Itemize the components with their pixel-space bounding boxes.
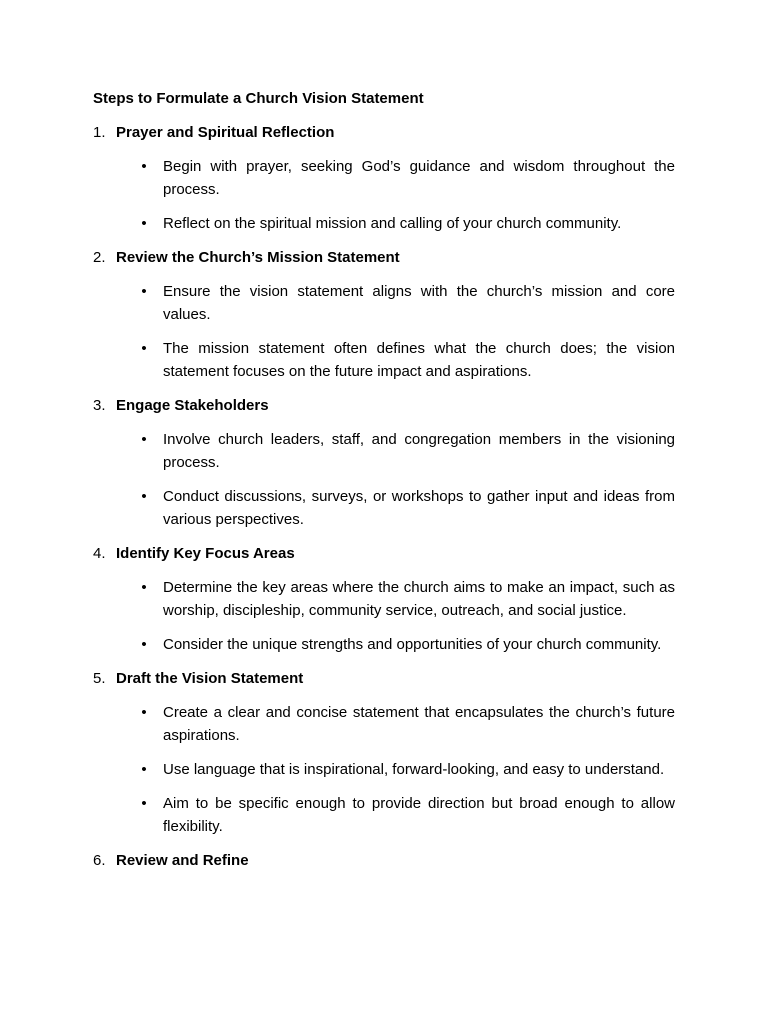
step-number: 2.: [93, 249, 106, 266]
step-number: 3.: [93, 397, 106, 414]
bullet-item: [93, 792, 675, 838]
bullet-text: Aim to be specific enough to provide direction but broad enough to allow flexibility.: [163, 795, 675, 835]
step-heading: [93, 667, 675, 690]
bullet-text: Consider the unique strengths and opportunities of your church community.: [163, 636, 662, 653]
bullet-text: Reflect on the spiritual mission and calling of your church community.: [163, 215, 622, 232]
document-page: [93, 87, 675, 883]
step-heading-text: Review the Church’s Mission Statement: [116, 249, 400, 266]
bullet-point-icon: •: [141, 158, 147, 175]
bullet-item: [93, 155, 675, 201]
bullet-text: Use language that is inspirational, forward-looking, and easy to understand.: [163, 761, 665, 778]
step-heading: [93, 542, 675, 565]
bullet-point-icon: •: [141, 761, 147, 778]
bullet-text: Involve church leaders, staff, and congregation members in the visioning process.: [163, 431, 675, 471]
steps-list: [93, 121, 675, 872]
bullet-item: [93, 485, 675, 531]
bullet-point-icon: •: [141, 795, 147, 812]
bullet-point-icon: •: [141, 636, 147, 653]
step-item: [93, 667, 675, 838]
bullet-item: [93, 428, 675, 474]
bullet-point-icon: •: [141, 283, 147, 300]
bullet-point-icon: •: [141, 579, 147, 596]
bullet-list: [93, 428, 675, 531]
step-heading-text: Identify Key Focus Areas: [116, 545, 295, 562]
bullet-text: Create a clear and concise statement that encapsulates the church’s future aspirations.: [163, 704, 675, 744]
bullet-item: [93, 701, 675, 747]
step-heading-text: Draft the Vision Statement: [116, 670, 304, 687]
step-heading-text: Prayer and Spiritual Reflection: [116, 124, 335, 141]
bullet-point-icon: •: [141, 488, 147, 505]
bullet-point-icon: •: [141, 704, 147, 721]
bullet-point-icon: •: [141, 431, 147, 448]
bullet-text: Begin with prayer, seeking God’s guidance and wisdom throughout the process.: [163, 158, 675, 198]
bullet-item: [93, 280, 675, 326]
step-heading: [93, 394, 675, 417]
bullet-item: [93, 337, 675, 383]
step-heading: [93, 849, 675, 872]
step-item: [93, 246, 675, 383]
bullet-item: [93, 212, 675, 235]
step-number: 6.: [93, 852, 106, 869]
bullet-point-icon: •: [141, 215, 147, 232]
bullet-list: [93, 155, 675, 235]
bullet-item: [93, 633, 675, 656]
step-number: 1.: [93, 124, 106, 141]
bullet-list: [93, 576, 675, 656]
step-item: [93, 121, 675, 235]
step-number: 4.: [93, 545, 106, 562]
step-heading: [93, 121, 675, 144]
step-heading-text: Review and Refine: [116, 852, 249, 869]
bullet-text: The mission statement often defines what the church does; the vision statement focuses on the future impact and aspirations.: [163, 340, 675, 380]
bullet-item: [93, 576, 675, 622]
step-heading-text: Engage Stakeholders: [116, 397, 269, 414]
bullet-item: [93, 758, 675, 781]
bullet-text: Determine the key areas where the church aims to make an impact, such as worship, discipleship, community service, outreach, and social justice.: [163, 579, 675, 619]
step-heading: [93, 246, 675, 269]
bullet-list: [93, 280, 675, 383]
document-title: Steps to Formulate a Church Vision Statement: [93, 90, 424, 107]
bullet-point-icon: •: [141, 340, 147, 357]
step-item: [93, 849, 675, 872]
bullet-text: Conduct discussions, surveys, or workshops to gather input and ideas from various perspectives.: [163, 488, 675, 528]
step-item: [93, 542, 675, 656]
step-item: [93, 394, 675, 531]
bullet-text: Ensure the vision statement aligns with the church’s mission and core values.: [163, 283, 675, 323]
step-number: 5.: [93, 670, 106, 687]
bullet-list: [93, 701, 675, 838]
